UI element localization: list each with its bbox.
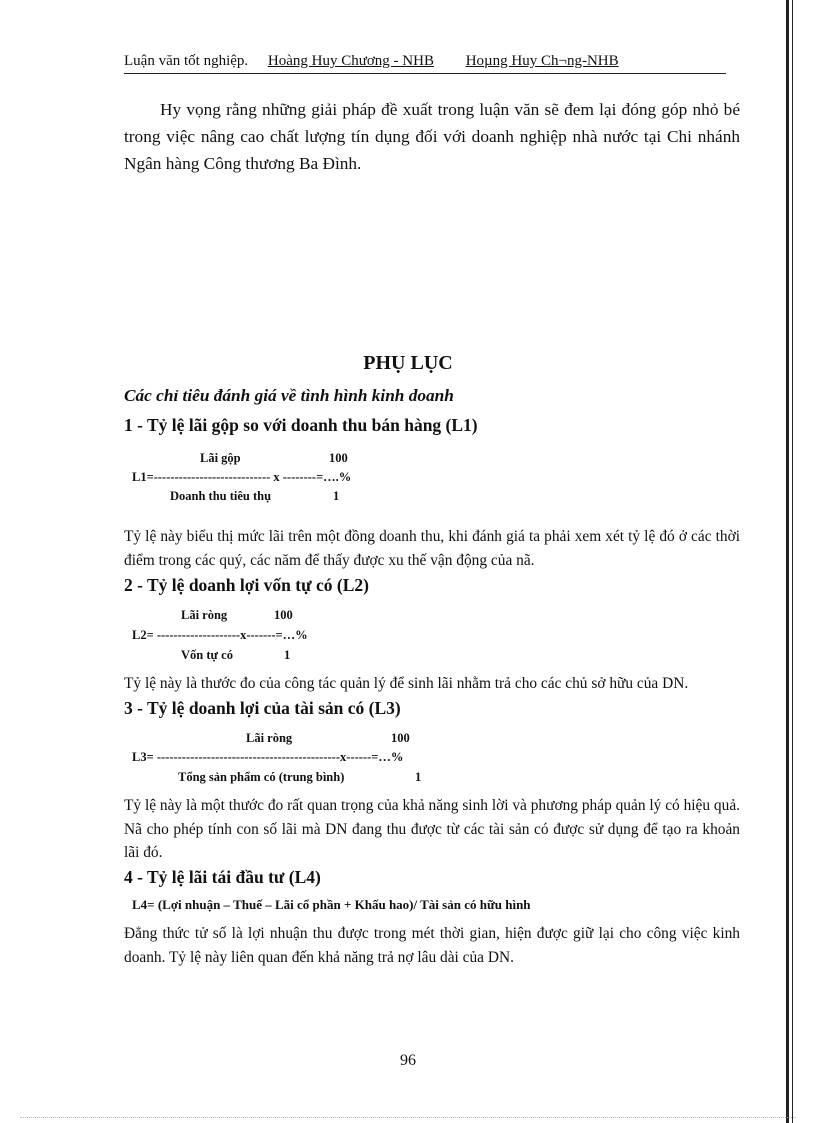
page-border-right	[786, 0, 793, 1123]
l2-multiplier-top: 100	[274, 608, 293, 622]
l4-formula: L4= (Lợi nhuận – Thuế – Lãi cổ phần + Khấu hao)/ Tài sản có hữu hình	[132, 897, 531, 912]
intro-paragraph: Hy vọng rằng những giải pháp đề xuất trong luận văn sẽ đem lại đóng góp nhỏ bé trong việc nâng cao chất lượng tín dụng đối với doanh nghiệp nhà nước tại Chi nhánh Ngân hàng Công thương Ba Đình.	[124, 100, 740, 173]
item-1-description: Tỷ lệ này biểu thị mức lãi trên một đồng doanh thu, khi đánh giá ta phải xem xét tỷ lệ đó ở các thời điểm trong các quý, các năm để thấy được xu thế vận động của nã.	[124, 528, 740, 569]
item-2-description: Tỷ lệ này là thước đo của công tác quản lý để sinh lãi nhằm trả cho các chủ sở hữu của DN.	[124, 675, 689, 692]
section-title: Các chỉ tiêu đánh giá về tình hình kinh doanh	[124, 386, 454, 405]
item-4-description: Đẳng thức tử số là lợi nhuận thu được trong mét thời gian, hiện được giữ lại cho công việc kinh doanh. Tỷ lệ này liên quan đến khả năng trả nợ lâu dài của DN.	[124, 925, 740, 966]
item-3-description: Tỷ lệ này là một thước đo rất quan trọng của khả năng sinh lời và phương pháp quản lý có hiệu quả. Nã cho phép tính con số lãi mà DN đang thu được từ các tài sản có được sử dụng để tạo ra khoản lãi đó.	[124, 797, 740, 861]
l1-numerator: Lãi gộp	[200, 451, 241, 465]
header-author: Hoàng Huy Chương - NHB	[267, 53, 434, 69]
running-header	[124, 53, 724, 70]
header-rule	[124, 73, 726, 74]
appendix-title: PHỤ LỤC	[363, 352, 453, 374]
l2-numerator: Lãi ròng	[181, 608, 228, 622]
l3-denominator: Tổng sản phẩm có (trung bình)	[178, 770, 345, 784]
l3-multiplier-bottom: 1	[415, 770, 422, 784]
l2-formula-line: L2= --------------------x-------=…%	[132, 628, 308, 642]
l1-multiplier-bottom: 1	[333, 489, 340, 503]
l3-multiplier-top: 100	[391, 731, 410, 745]
l3-formula-line: L3= --------------------------------------------x------=…%	[132, 750, 404, 764]
item-2-heading: 2 - Tỷ lệ doanh lợi vốn tự có (L2)	[124, 575, 369, 595]
l1-formula-line: L1=---------------------------- x --------=….%	[132, 470, 352, 484]
header-author-garbled: Hoµng Huy Ch¬ng-NHB	[465, 53, 619, 69]
item-4-heading: 4 - Tỷ lệ lãi tái đầu tư (L4)	[124, 867, 321, 887]
page-number: 96	[400, 1052, 416, 1069]
l3-numerator: Lãi ròng	[246, 731, 293, 745]
l2-multiplier-bottom: 1	[284, 648, 291, 662]
l1-denominator: Doanh thu tiêu thụ	[170, 489, 272, 503]
header-thesis-label: Luận văn tốt nghiệp.	[124, 53, 249, 69]
item-3-heading: 3 - Tỷ lệ doanh lợi của tài sản có (L3)	[124, 698, 401, 718]
page-bottom-rule	[20, 1117, 796, 1118]
l1-multiplier-top: 100	[329, 451, 348, 465]
l2-denominator: Vốn tự có	[181, 648, 233, 662]
item-1-heading: 1 - Tỷ lệ lãi gộp so với doanh thu bán hàng (L1)	[124, 415, 478, 435]
